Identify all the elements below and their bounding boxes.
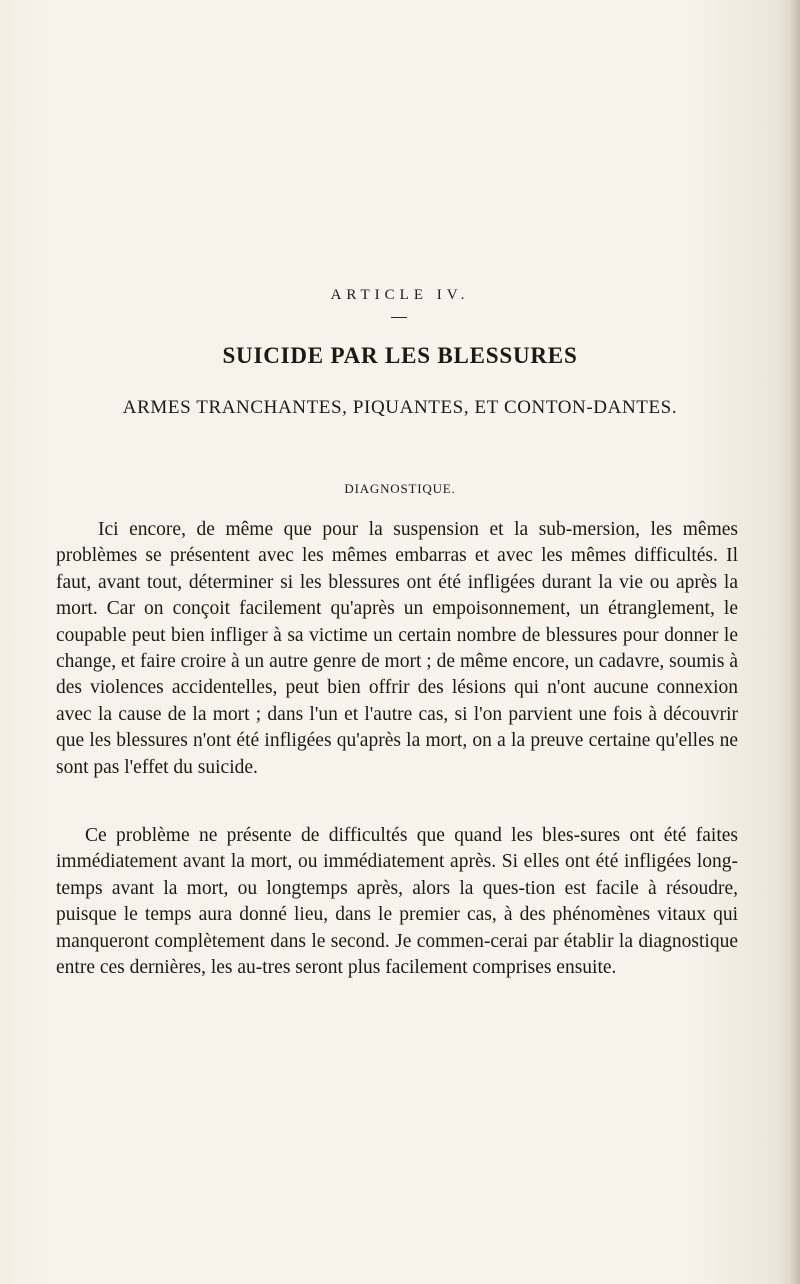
page-edge-shadow xyxy=(790,0,800,1284)
body-paragraph-2: Ce problème ne présente de difficultés que quand les bles-sures ont été faites immédiatement avant la mort, ou immédiatement après. Si elles ont été infligées long-temps avant la mort, ou longtemps après, alors la ques-tion est facile à résoudre, puisque le temps aura donné lieu, dans le premier cas, à des phénomènes vitaux qui manqueront complètement dans le second. Je commen-cerai par établir la diagnostique entre ces dernières, les au-tres seront plus facilement comprises ensuite. xyxy=(56,825,738,979)
section-label: DIAGNOSTIQUE. xyxy=(344,481,456,496)
article-heading: ARTICLE IV. xyxy=(330,287,470,303)
chapter-subtitle: ARMES TRANCHANTES, PIQUANTES, ET CONTON-DANTES. xyxy=(122,397,678,418)
heading-separator xyxy=(391,317,407,318)
chapter-title: SUICIDE PAR LES BLESSURES xyxy=(222,343,578,368)
body-paragraph-1: Ici encore, de même que pour la suspension et la sub-mersion, les mêmes problèmes se présentent avec les mêmes embarras et avec les mêmes difficultés. Il faut, avant tout, déterminer si les blessures ont été infligées durant la vie ou après la mort. Car on conçoit facilement qu'après un empoisonnement, un étranglement, le coupable peut bien infliger à sa victime un certain nombre de blessures pour donner le change, et faire croire à un autre genre de mort ; de même encore, un cadavre, soumis à des violences accidentelles, peut bien offrir des lésions qui n'ont aucune connexion avec la cause de la mort ; dans l'un et l'autre cas, si l'on parvient une fois à découvrir que les blessures n'ont été infligées qu'après la mort, on a la preuve certaine qu'elles ne sont pas l'effet du suicide. xyxy=(56,519,738,778)
